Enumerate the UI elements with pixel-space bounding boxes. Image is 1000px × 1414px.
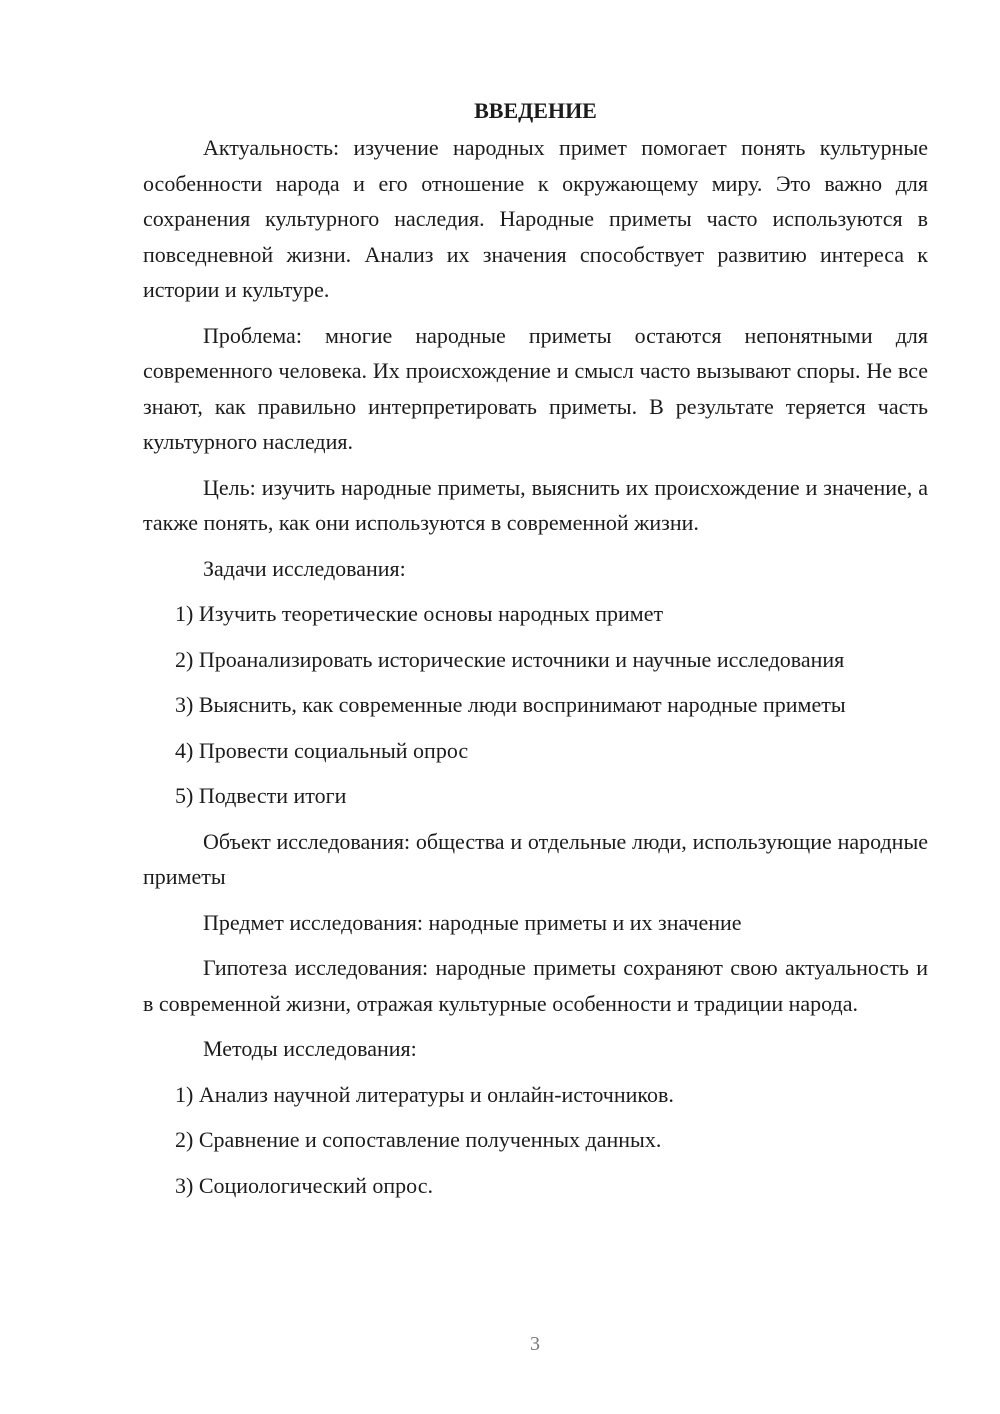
list-item-method-3: 3) Социологический опрос.: [175, 1172, 433, 1198]
paragraph-tasks-title: Задачи исследования:: [203, 555, 406, 581]
list-item-method-2: 2) Сравнение и сопоставление полученных данных.: [175, 1127, 662, 1152]
paragraph-methods-title: Методы исследования:: [203, 1036, 417, 1061]
list-item-task-1: 1) Изучить теоретические основы народных примет: [175, 601, 664, 626]
list-item-method-1: 1) Анализ научной литературы и онлайн-источников.: [175, 1081, 674, 1107]
list-item-task-2: 2) Проанализировать исторические источники и научные исследования: [175, 646, 845, 672]
page-body: [143, 96, 928, 1213]
paragraph-goal: Цель: изучить народные приметы, выяснить их происхождение и значение, а также понять, как они используются в современной жизни.: [143, 474, 928, 535]
list-item-task-4: 4) Провести социальный опрос: [175, 737, 469, 763]
page-number: 3: [530, 1333, 540, 1355]
list-item-task-3: 3) Выяснить, как современные люди воспринимают народные приметы: [175, 692, 846, 717]
paragraph-subject: Предмет исследования: народные приметы и их значение: [203, 909, 742, 935]
list-item-task-5: 5) Подвести итоги: [175, 783, 347, 808]
paragraph-object: Объект исследования: общества и отдельные люди, использующие народные приметы: [143, 828, 928, 889]
section-heading: ВВЕДЕНИЕ: [474, 98, 597, 123]
paragraph-relevance: Актуальность: изучение народных примет помогает понять культурные особенности народа и его отношение к окружающему миру. Это важно для сохранения культурного наследия. Народные приметы часто используются в повседневной жизни. Анализ их значения способствует развитию интереса к истории и культуре.: [143, 135, 928, 302]
paragraph-hypothesis: Гипотеза исследования: народные приметы сохраняют свою актуальность и в современной жизни, отражая культурные особенности и традиции народа.: [143, 955, 928, 1016]
paragraph-problem: Проблема: многие народные приметы остаются непонятными для современного человека. Их происхождение и смысл часто вызывают споры. Не все знают, как правильно интерпретировать приметы. В результате теряется часть культурного наследия.: [143, 322, 928, 454]
